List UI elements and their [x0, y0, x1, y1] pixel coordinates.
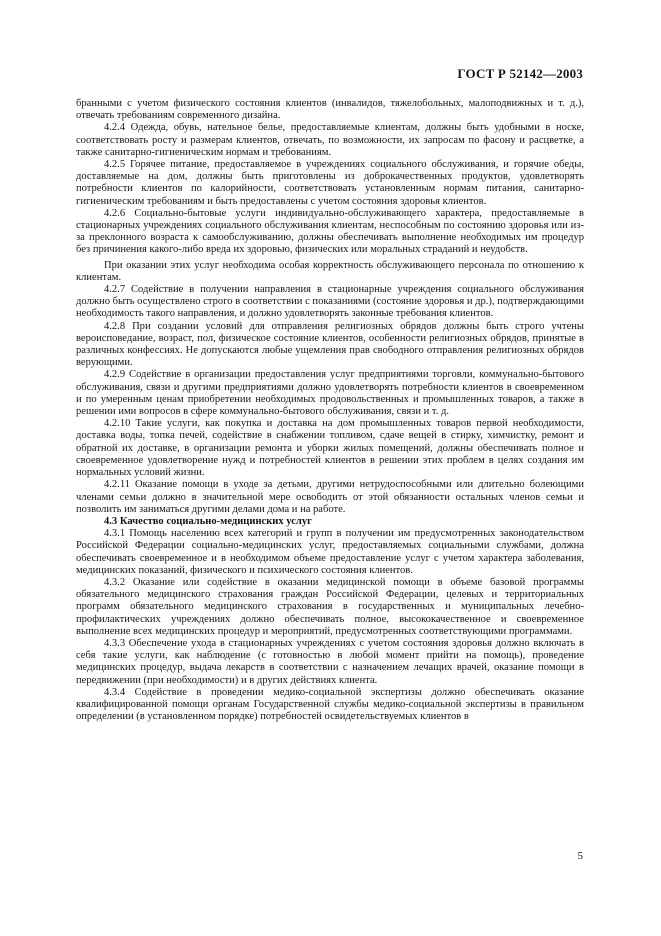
paragraph: бранными с учетом физического состояния клиентов (инвалидов, тяжелобольных, малоподвижных и т. д.), отвечать требованиям современного дизайна.: [76, 98, 584, 122]
paragraph: 4.2.9 Содействие в организации предоставления услуг предприятиями торговли, коммунально-бытового обслуживания, связи и другими предприятиями должно удовлетворять потребности клиентов в своевременном и по умеренным ценам приобретении необходимых продовольственных и промышленных товаров, а также в решении ими вопросов в сфере коммунально-бытового обслуживания, связи и т. д.: [76, 369, 584, 418]
paragraph: 4.3.2 Оказание или содействие в оказании медицинской помощи в объеме базовой программы обязательного медицинского страхования граждан Российской Федерации, целевых и территориальных программ обязательного медицинского страхования в государственных и муниципальных лечебно-профилактических учреждениях должно обеспечивать полное, высококачественное и своевременное выполнение всех медицинских процедур и мероприятий, предусмотренных соответствующими программами.: [76, 576, 584, 637]
paragraph: 4.2.11 Оказание помощи в уходе за детьми, другими нетрудоспособными или длительно болеющими членами семьи должно в значительной мере освободить от этой обязанности остальных членов семьи и позволить им заниматься другими делами дома и на работе.: [76, 479, 584, 515]
paragraph: 4.2.7 Содействие в получении направления в стационарные учреждения социального обслуживания должно быть осуществлено строго в соответствии с показаниями (состояние здоровья и др.), подтверждающими необходимость такого направления, и должно удовлетворять законные требования клиентов.: [76, 284, 584, 320]
paragraph: 4.2.6 Социально-бытовые услуги индивидуально-обслуживающего характера, предоставляемые в стационарных учреждениях социального обслуживания клиентам, неспособным по состоянию здоровья или из-за преклонного возраста к самообслуживанию, должны обеспечивать выполнение необходимых им процедур без причинения какого-либо вреда их здоровью, физических или моральных страданий и неудобств.: [76, 207, 584, 256]
paragraph: При оказании этих услуг необходима особая корректность обслуживающего персонала по отношению к клиентам.: [76, 259, 584, 283]
paragraph: 4.2.5 Горячее питание, предоставляемое в учреждениях социального обслуживания, и горячие обеды, доставляемые на дом, должны быть приготовлены из доброкачественных продуктов, удовлетворять потребности клиентов по калорийности, соответствовать установленным нормам питания, санитарно-гигиеническим требованиям и быть предоставлены с учетом состояния здоровья клиентов.: [76, 159, 584, 207]
paragraph: 4.2.10 Такие услуги, как покупка и доставка на дом промышленных товаров первой необходимости, доставка воды, топка печей, содействие в снабжении топливом, сдаче вещей в стирку, химчистку, ремонт и обратной их доставке, в организации ремонта и уборки жилых помещений, должны обеспечивать полное и своевременное удовлетворение нужд и потребностей клиентов в решении этих проблем в целях создания им нормальных условий жизни.: [76, 418, 584, 479]
body-text: [76, 98, 584, 723]
section-heading: 4.3 Качество социально-медицинских услуг: [104, 515, 312, 527]
paragraph: 4.2.4 Одежда, обувь, нательное белье, предоставляемые клиентам, должны быть удобными в носке, соответствовать росту и размерам клиентов, отвечать, по возможности, их запросам по фасону и расцветке, а также санитарно-гигиеническим нормам и требованиям.: [76, 122, 584, 158]
paragraph: 4.3.4 Содействие в проведении медико-социальной экспертизы должно обеспечивать оказание квалифицированной помощи органам Государственной службы медико-социальной экспертизы в правильном определении (в установленном порядке) потребностей освидетельствуемых клиентов в: [76, 686, 584, 723]
paragraph: 4.2.8 При создании условий для отправления религиозных обрядов должны быть строго учтены вероисповедание, возраст, пол, физическое состояние клиентов, особенности религиозных обрядов, принятые в различных конфессиях. Не допускаются любые ущемления прав свободного отправления религиозных обрядов верующими.: [76, 320, 584, 369]
standard-header: ГОСТ Р 52142—2003: [457, 66, 583, 81]
paragraph: 4.3.3 Обеспечение ухода в стационарных учреждениях с учетом состояния здоровья должно включать в себя такие услуги, как наблюдение (с готовностью в любой момент прийти на помощь), проведение медицинских процедур, выдача лекарств в соответствии с назначением лечащих врачей, оказание помощи в передвижении (при необходимости) и в других действиях клиента.: [76, 637, 584, 686]
page-number: 5: [577, 850, 583, 862]
paragraph: 4.3.1 Помощь населению всех категорий и групп в получении им предусмотренных законодательством Российской Федерации социально-медицинских услуг, предоставляемых социальными службами, должна обеспечивать своевременное и в необходимом объеме предоставление услуг с учетом характера заболевания, медицинских показаний, физического и психического состояния клиентов.: [76, 528, 584, 576]
